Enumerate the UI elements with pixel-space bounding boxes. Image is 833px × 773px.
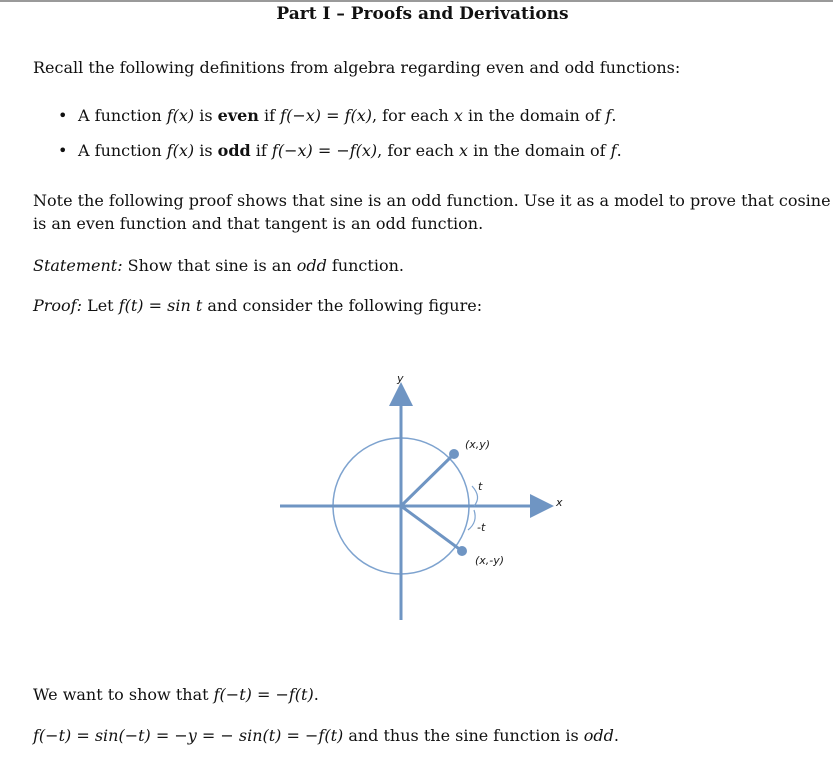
proof-paragraph: Proof: Let f(t) = sin t and consider the following figure: [33, 296, 483, 315]
list-item-odd: • A function f(x) is odd if f(−x) = −f(x), for each x in the domain of f. [58, 141, 622, 160]
point-upper [449, 449, 459, 459]
bullet-icon: • [58, 106, 68, 125]
angle-upper-label: t [478, 480, 483, 493]
odd-keyword: odd [217, 141, 251, 160]
radius-lower [401, 506, 462, 551]
radius-upper [401, 454, 454, 506]
conclusion-paragraph: f(−t) = sin(−t) = −y = − sin(t) = −f(t) and thus the sine function is odd. [33, 726, 619, 745]
bullet-icon: • [58, 141, 68, 160]
statement-paragraph: Statement: Show that sine is an odd function. [33, 256, 404, 275]
point-lower [457, 546, 467, 556]
y-axis-label: y [397, 372, 404, 385]
unit-circle-figure [280, 360, 580, 620]
list-item-even: • A function f(x) is even if f(−x) = f(x), for each x in the domain of f. [58, 106, 617, 125]
definitions-list [58, 106, 622, 176]
note-paragraph: Note the following proof shows that sine is an odd function. Use it as a model to prove that cosine is an even function and that tangent is an odd function. [33, 191, 831, 233]
statement-label: Statement: [33, 256, 123, 275]
intro-paragraph: Recall the following definitions from algebra regarding even and odd functions: [33, 58, 681, 77]
x-axis-label: x [556, 496, 563, 509]
want-paragraph: We want to show that f(−t) = −f(t). [33, 685, 319, 704]
angle-lower-label: -t [477, 521, 486, 534]
point-lower-label: (x,-y) [475, 554, 505, 567]
top-rule [0, 0, 833, 2]
proof-label: Proof: [33, 296, 82, 315]
unit-circle-svg [280, 360, 580, 620]
page-title: Part I – Proofs and Derivations [276, 4, 569, 24]
angle-arc-upper [472, 486, 478, 506]
point-upper-label: (x,y) [465, 438, 491, 451]
even-keyword: even [217, 106, 259, 125]
